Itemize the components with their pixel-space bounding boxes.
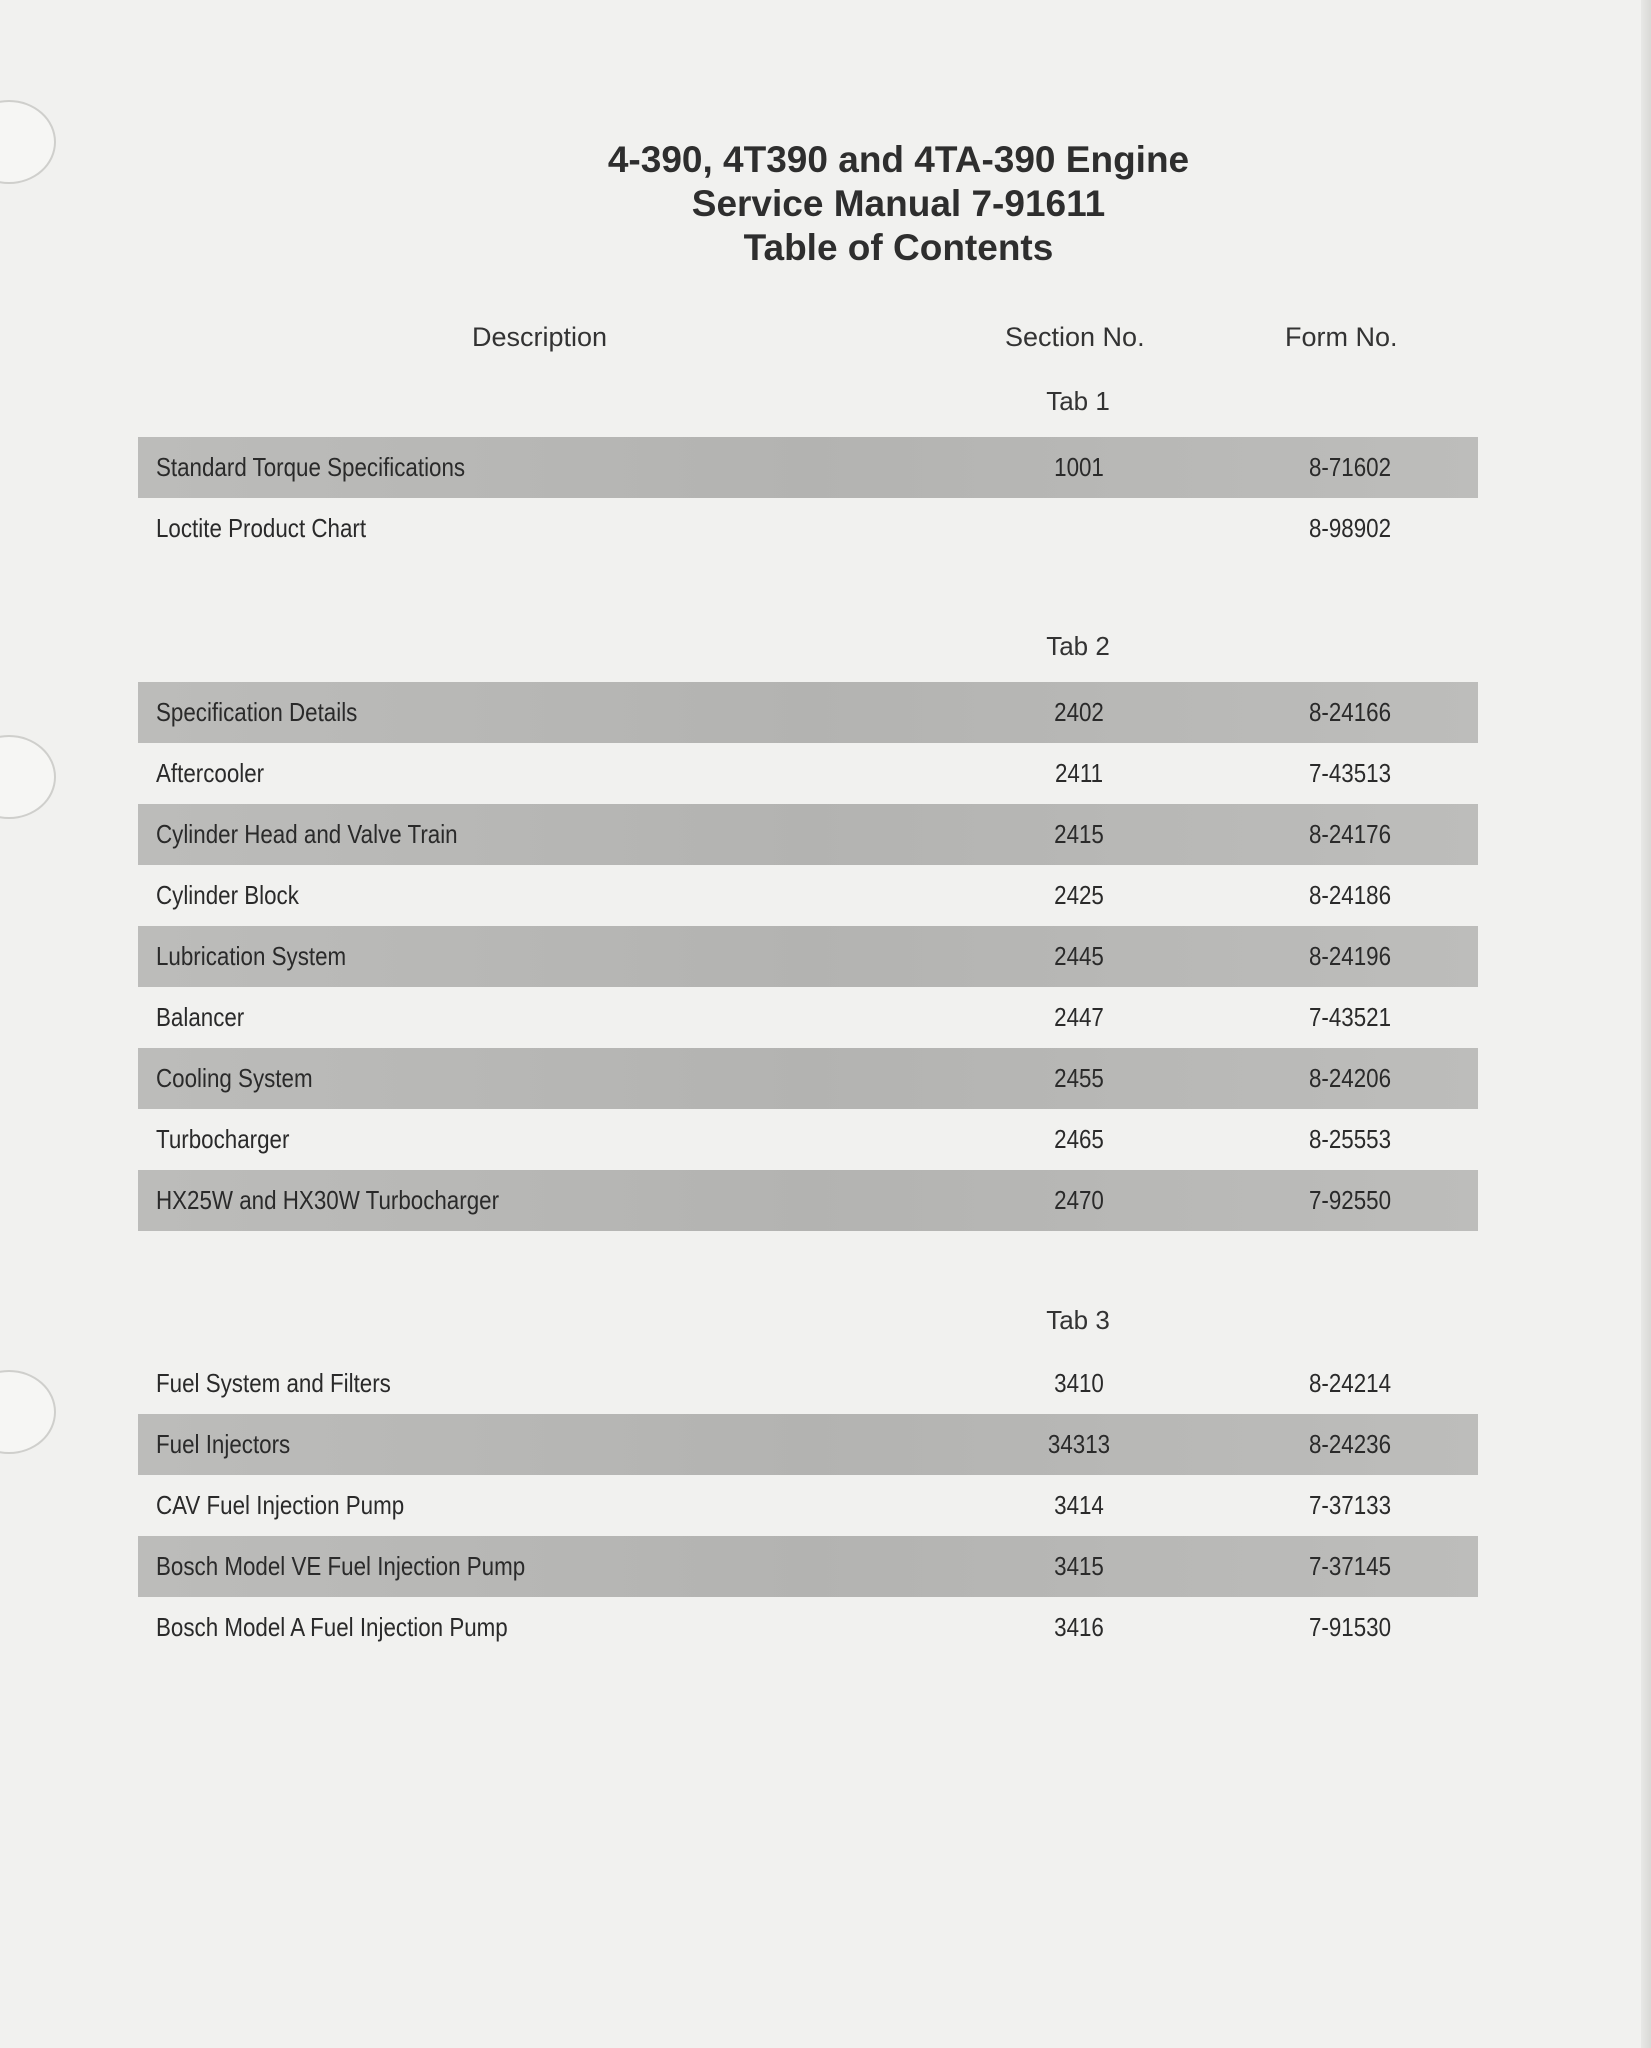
row-description: Lubrication System xyxy=(156,941,347,971)
row-description: Aftercooler xyxy=(156,758,265,788)
row-description: Balancer xyxy=(156,1002,245,1032)
row-form-no: 8-71602 xyxy=(1308,452,1392,482)
toc-row xyxy=(138,865,1478,926)
tab-label: Tab 3 xyxy=(1046,1305,1110,1335)
toc-row xyxy=(138,1353,1478,1414)
row-description: Fuel System and Filters xyxy=(156,1368,391,1398)
row-section-no: 3416 xyxy=(1054,1612,1104,1642)
row-form-no: 8-24236 xyxy=(1308,1429,1392,1459)
row-form-no: 7-92550 xyxy=(1308,1185,1392,1215)
toc-row xyxy=(138,498,1478,559)
row-form-no: 8-24166 xyxy=(1308,697,1392,727)
toc-row xyxy=(138,743,1478,804)
row-section-no: 2411 xyxy=(1054,758,1104,788)
row-form-no: 8-24206 xyxy=(1308,1063,1392,1093)
row-section-no: 3414 xyxy=(1054,1490,1104,1520)
toc-row xyxy=(138,682,1478,743)
row-description: Bosch Model A Fuel Injection Pump xyxy=(156,1612,508,1642)
row-description: Fuel Injectors xyxy=(156,1429,291,1459)
title-line: Table of Contents xyxy=(743,227,1054,268)
row-form-no: 7-37145 xyxy=(1308,1551,1392,1581)
row-description: Cylinder Head and Valve Train xyxy=(156,819,458,849)
row-section-no: 2470 xyxy=(1054,1185,1104,1215)
page-edge xyxy=(1641,0,1651,2048)
row-section-no: 2465 xyxy=(1054,1124,1104,1154)
tab-label: Tab 2 xyxy=(1046,631,1110,661)
binder-hole xyxy=(0,735,56,819)
toc-row xyxy=(138,1536,1478,1597)
column-header-description: Description xyxy=(472,322,608,352)
row-section-no: 34313 xyxy=(1047,1429,1111,1459)
row-section-no: 2425 xyxy=(1054,880,1104,910)
row-form-no: 8-24214 xyxy=(1308,1368,1392,1398)
row-description: Bosch Model VE Fuel Injection Pump xyxy=(156,1551,526,1581)
row-form-no: 8-24186 xyxy=(1308,880,1392,910)
title-line: Service Manual 7-91611 xyxy=(691,183,1106,224)
row-description: Loctite Product Chart xyxy=(156,513,367,543)
document-title xyxy=(0,138,1651,270)
row-section-no: 2415 xyxy=(1054,819,1104,849)
toc-row xyxy=(138,926,1478,987)
title-line: 4-390, 4T390 and 4TA-390 Engine xyxy=(607,139,1190,180)
row-section-no: 1001 xyxy=(1054,452,1104,482)
row-form-no: 7-43521 xyxy=(1308,1002,1392,1032)
row-section-no: 2402 xyxy=(1054,697,1104,727)
row-section-no: 2447 xyxy=(1054,1002,1104,1032)
row-section-no: 2445 xyxy=(1054,941,1104,971)
toc-row xyxy=(138,1109,1478,1170)
toc-row xyxy=(138,804,1478,865)
row-section-no: 3410 xyxy=(1054,1368,1104,1398)
row-description: Specification Details xyxy=(156,697,358,727)
binder-hole xyxy=(0,1370,56,1454)
row-description: Standard Torque Specifications xyxy=(156,452,466,482)
row-form-no: 8-24196 xyxy=(1308,941,1392,971)
tab-label: Tab 1 xyxy=(1046,386,1110,416)
row-description: Cooling System xyxy=(156,1063,313,1093)
toc-row xyxy=(138,1475,1478,1536)
row-description: Cylinder Block xyxy=(156,880,299,910)
row-section-no: 3415 xyxy=(1054,1551,1104,1581)
toc-row xyxy=(138,1170,1478,1231)
row-description: CAV Fuel Injection Pump xyxy=(156,1490,405,1520)
toc-row xyxy=(138,1597,1478,1658)
row-form-no: 8-98902 xyxy=(1308,513,1392,543)
row-form-no: 7-43513 xyxy=(1308,758,1392,788)
column-header-form: Form No. xyxy=(1285,322,1398,352)
column-header-section: Section No. xyxy=(1005,322,1145,352)
row-form-no: 8-25553 xyxy=(1308,1124,1392,1154)
row-form-no: 7-91530 xyxy=(1308,1612,1392,1642)
toc-row xyxy=(138,437,1478,498)
row-form-no: 8-24176 xyxy=(1308,819,1392,849)
row-description: Turbocharger xyxy=(156,1124,290,1154)
toc-row xyxy=(138,1414,1478,1475)
toc-row xyxy=(138,987,1478,1048)
row-section-no: 2455 xyxy=(1054,1063,1104,1093)
row-description: HX25W and HX30W Turbocharger xyxy=(156,1185,500,1215)
row-section-no xyxy=(1027,498,1132,559)
toc-row xyxy=(138,1048,1478,1109)
row-form-no: 7-37133 xyxy=(1308,1490,1392,1520)
